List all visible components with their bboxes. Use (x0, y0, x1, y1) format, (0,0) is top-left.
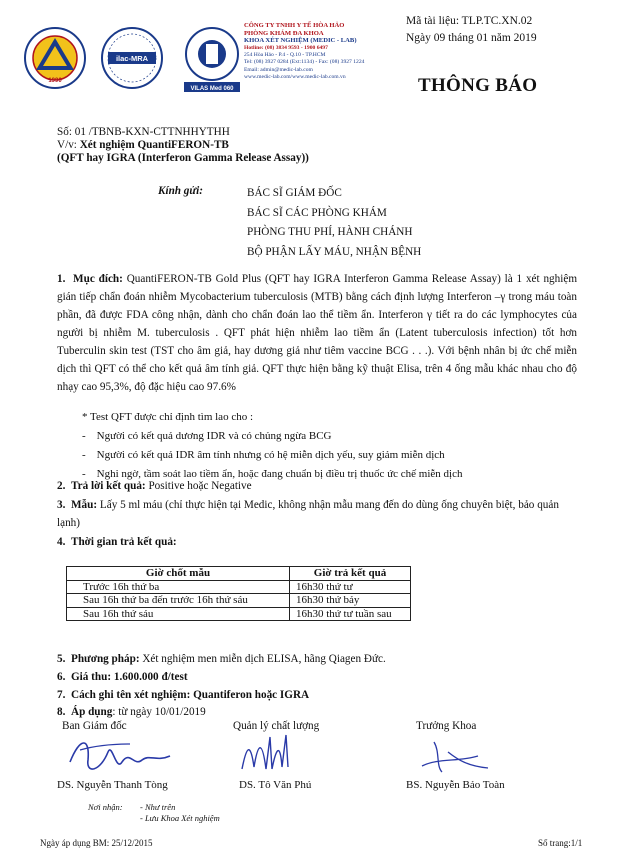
svg-text:ilac-MRA: ilac-MRA (115, 54, 149, 63)
table-cell: 16h30 thứ bảy (290, 594, 411, 608)
turnaround-table (66, 566, 411, 621)
ref-number: Số: 01 /TBNB-KXN-CTTNHHYTHH (57, 126, 230, 138)
column-header: Giờ chốt mẫu (67, 567, 290, 581)
company-name: CÔNG TY TNHH Y TẾ HÒA HẢO (244, 22, 345, 29)
table-cell: Trước 16h thứ ba (67, 580, 290, 594)
signature-director (60, 732, 180, 780)
recipients-list (247, 184, 421, 262)
recipient: BÁC SĨ GIÁM ĐỐC (247, 187, 342, 199)
list-item: - Người có kết quả dương IDR và có chủng ngừa BCG (82, 430, 332, 442)
clinic-name: PHÒNG KHÁM ĐA KHOA (244, 29, 324, 37)
signer-role: Quản lý chất lượng (233, 720, 320, 732)
svg-text:1990: 1990 (48, 78, 62, 84)
section-sample: 3. Mẫu: Lấy 5 ml máu (chỉ thực hiện tại Medic, không nhận mẫu mang đến do dùng ống chuyên biệt, bảo quản lạnh) (57, 499, 559, 529)
list-item: - Như trên (140, 802, 176, 812)
doc-code: Mã tài liệu: TLP.TC.XN.02 (406, 15, 533, 27)
company-info (244, 22, 414, 81)
footer-recipients-label: Nơi nhận: (88, 802, 123, 812)
footer-page-number: Số trang:1/1 (538, 838, 583, 848)
tel: Tel: (08) 3927 0284 (Ext:1134) - Fax: (08) 3927 1224 (244, 59, 365, 66)
email: Email: admin@medic-lab.com (244, 66, 313, 73)
medic-logo (25, 28, 85, 88)
boa-logo (184, 28, 240, 92)
footer-apply-date: Ngày áp dụng BM: 25/12/2015 (40, 838, 153, 848)
column-header: Giờ trả kết quả (290, 567, 411, 581)
svg-text:VILAS Med 060: VILAS Med 060 (190, 86, 234, 92)
list-item: - Lưu Khoa Xét nghiệm (140, 813, 220, 823)
recipient: BỘ PHẬN LẤY MÁU, NHẬN BỆNH (247, 245, 422, 258)
table-cell: Sau 16h thứ ba đến trước 16h thứ sáu (67, 594, 290, 608)
signer-role: Trưởng Khoa (416, 720, 477, 732)
signer-name: DS. Tô Văn Phú (239, 779, 312, 791)
table-cell: Sau 16h thứ sáu (67, 607, 290, 621)
section-turnaround: 4. Thời gian trả kết quả: (57, 536, 177, 548)
table-cell: 16h30 thứ tư (290, 580, 411, 594)
signer-role: Ban Giám đốc (62, 720, 127, 732)
accreditation-logos (22, 24, 252, 94)
section-purpose: 1. Mục đích: QuantiFERON-TB Gold Plus (QFT hay IGRA Interferon Gamma Release Assay) là 1 xét nghiệm gián tiếp chẩn đoán nhiễm Mycobacterium tuberculosis (MTB) bằng cách định lượng Interferon –γ trong máu toàn phần, đã được FDA công nhận, dành cho chẩn đoán lao thể tiềm ẩn. Interferon γ tiết ra do các lymphocytes của người bị nhiễm M. tuberculosis . QFT phát hiện nhiễm lao tiềm ẩn (Latent tuberculosis infection) tốt hơn Tuberculin skin test (TST cho âm giả, hay dương giả như tiêm vaccine BCG . . .). Với bệnh nhân bị ức chế miễn dịch thì QFT có thể cho kết quả âm tính giả. QFT thực hiện bằng kỹ thuật Elisa, trên 4 ống mẫu khác nhau cho độ nhạy cao 95,3%, độ đặc hiệu cao 97.6% (57, 273, 578, 393)
address: 254 Hòa Hảo - P.4 - Q.10 - TP.HCM (244, 52, 326, 59)
recipient: BÁC SĨ CÁC PHÒNG KHÁM (247, 206, 387, 219)
lab-name: KHOA XÉT NGHIỆM (MEDIC - LAB) (244, 37, 357, 45)
signature-head (418, 732, 498, 780)
table-header-row (67, 567, 411, 581)
list-item: - Người có kết quả IDR âm tính nhưng có hệ miễn dịch yếu, suy giảm miễn dịch (82, 449, 445, 461)
section-method: 5. Phương pháp: Xét nghiệm men miễn dịch ELISA, hãng Qiagen Đức. (57, 653, 386, 665)
signature-quality (236, 729, 306, 777)
signer-name: BS. Nguyễn Bảo Toàn (406, 779, 505, 791)
signer-name: DS. Nguyễn Thanh Tòng (57, 779, 168, 791)
section-price: 6. Giá thu: 1.600.000 đ/test (57, 671, 188, 683)
doc-meta (406, 13, 537, 47)
indication-intro: * Test QFT được chỉ định tìm lao cho : (82, 411, 254, 423)
logo-group (22, 24, 252, 92)
table-row (67, 594, 411, 608)
table-row (67, 580, 411, 594)
recipient: PHÒNG THU PHÍ, HÀNH CHÁNH (247, 226, 413, 238)
ref-subject: V/v: Xét nghiệm QuantiFERON-TB (57, 139, 229, 151)
page-title: THÔNG BÁO (418, 75, 538, 96)
list-item: - Nghi ngờ, tầm soát lao tiềm ẩn, hoặc đang chuẩn bị điều trị thuốc ức chế miễn dịch (82, 468, 463, 480)
section-result: 2. Trả lời kết quả: Positive hoặc Negative (57, 480, 252, 492)
section-apply: 8. Áp dụng: từ ngày 10/01/2019 (57, 706, 206, 718)
recipients-label: Kính gửi: (158, 185, 203, 197)
ref-subject-2: (QFT hay IGRA (Interferon Gamma Release Assay)) (57, 152, 309, 164)
ilac-mra-logo (102, 28, 162, 88)
footer-recipients-list (140, 802, 220, 824)
hotline: Hotline: (08) 3834 9593 - 1900 6497 (244, 44, 328, 51)
table-cell: 16h30 thứ tư tuần sau (290, 607, 411, 621)
section-test-name: 7. Cách ghi tên xét nghiệm: Quantiferon hoặc IGRA (57, 689, 310, 701)
doc-date: Ngày 09 tháng 01 năm 2019 (406, 32, 537, 44)
table-row (67, 607, 411, 621)
website: www.medic-lab.com/www.medic-lab.com.vn (244, 73, 346, 80)
